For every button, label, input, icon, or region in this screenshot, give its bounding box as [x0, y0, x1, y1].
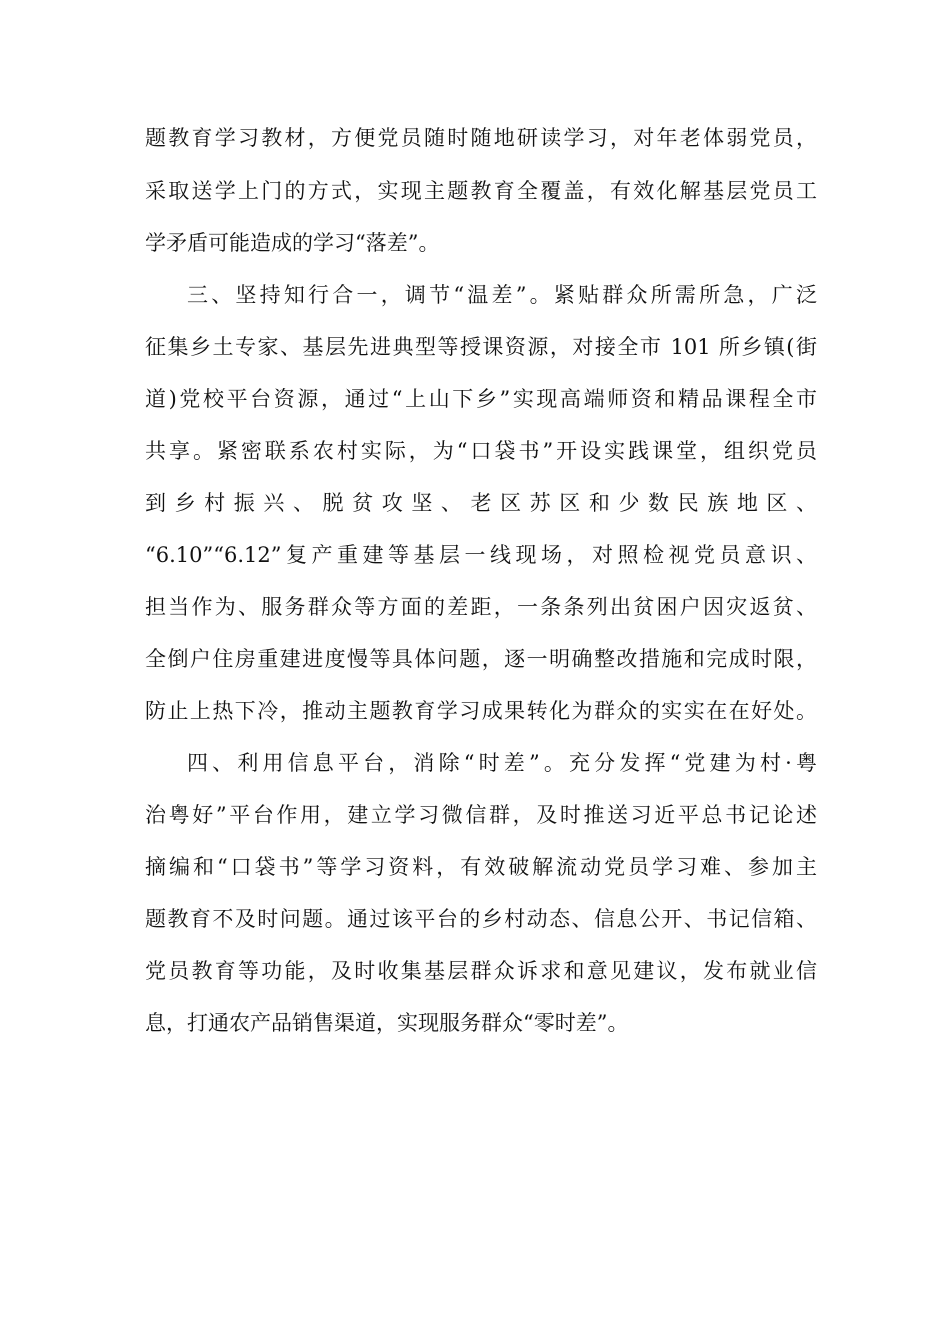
- paragraph-line: 摘编和“口袋书”等学习资料，有效破解流动党员学习难、参加主: [145, 855, 817, 879]
- paragraph-line: 息，打通农产品销售渠道，实现服务群众“零时差”。: [145, 1011, 629, 1035]
- paragraph-line: 治粤好”平台作用，建立学习微信群，及时推送习近平总书记论述: [145, 803, 817, 827]
- paragraph-line: “6.10”“6.12”复产重建等基层一线现场，对照检视党员意识、: [145, 543, 817, 567]
- paragraph-line: 题教育不及时问题。通过该平台的乡村动态、信息公开、书记信箱、: [145, 907, 817, 931]
- paragraph-line: 全倒户住房重建进度慢等具体问题，逐一明确整改措施和完成时限，: [145, 647, 817, 671]
- paragraph-line: 到乡村振兴、脱贫攻坚、老区苏区和少数民族地区、: [145, 491, 817, 515]
- paragraph-line: 学矛盾可能造成的学习“落差”。: [145, 231, 440, 255]
- paragraph-line: 道)党校平台资源，通过“上山下乡”实现高端师资和精品课程全市: [145, 387, 817, 411]
- paragraph-line: 共享。紧密联系农村实际，为“口袋书”开设实践课堂，组织党员: [145, 439, 817, 463]
- paragraph-line: 征集乡土专家、基层先进典型等授课资源，对接全市 101 所乡镇(街: [145, 335, 817, 359]
- paragraph-line: 担当作为、服务群众等方面的差距，一条条列出贫困户因灾返贫、: [145, 595, 817, 619]
- paragraph-heading-line: 三、坚持知行合一，调节“温差”。紧贴群众所需所急，广泛: [187, 283, 817, 307]
- paragraph-line: 题教育学习教材，方便党员随时随地研读学习，对年老体弱党员，: [145, 126, 817, 150]
- paragraph-line: 采取送学上门的方式，实现主题教育全覆盖，有效化解基层党员工: [145, 179, 817, 203]
- paragraph-heading-line: 四、利用信息平台，消除“时差”。充分发挥“党建为村·粤: [187, 751, 817, 775]
- paragraph-line: 防止上热下冷，推动主题教育学习成果转化为群众的实实在在好处。: [145, 699, 817, 723]
- paragraph-line: 党员教育等功能，及时收集基层群众诉求和意见建议，发布就业信: [145, 959, 817, 983]
